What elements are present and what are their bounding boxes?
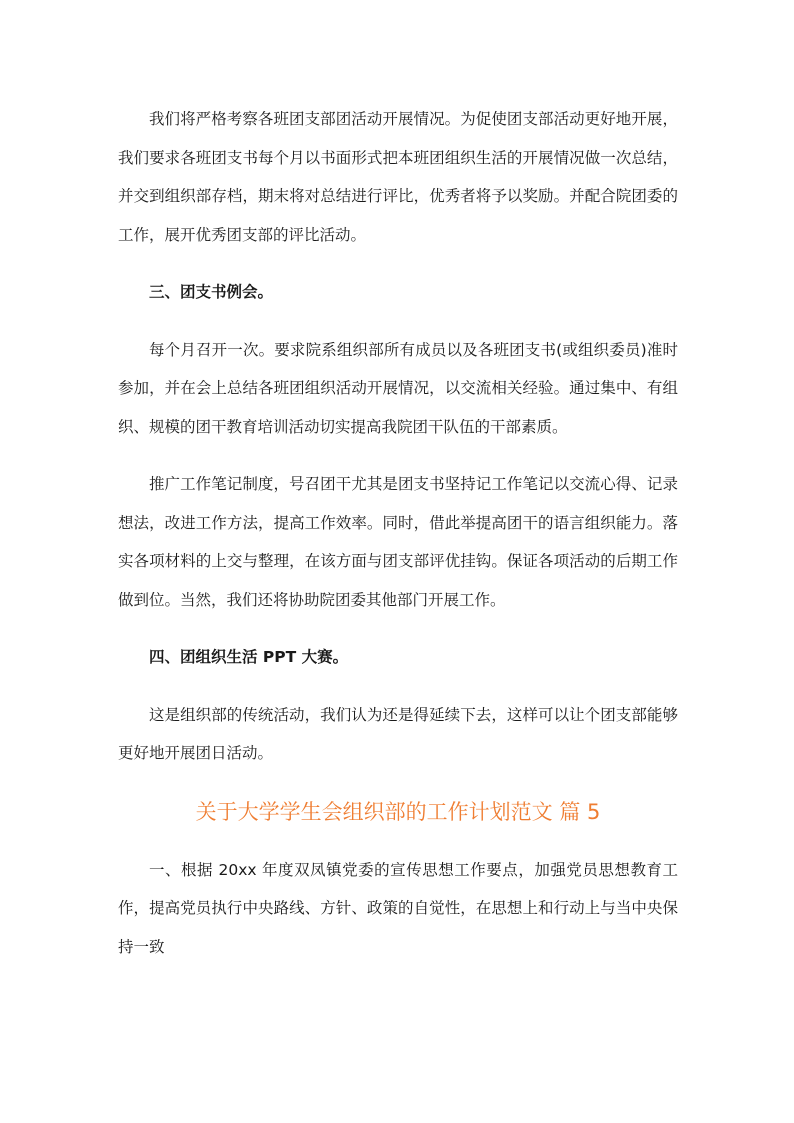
paragraph-3: 推广工作笔记制度，号召团干尤其是团支书坚持记工作笔记以交流心得、记录想法，改进工作方法，提高工作效率。同时，借此举提高团干的语言组织能力。落实各项材料的上交与整理，在该方面与团支部评优挂钩。保证各项活动的后期工作做到位。当然，我们还将协助院团委其他部门开展工作。 [118,475,678,609]
article-title: 关于大学学生会组织部的工作计划范文 篇 5 [195,799,601,824]
paragraph-5: 一、根据 20xx 年度双凤镇党委的宣传思想工作要点，加强党员思想教育工作，提高党员执行中央路线、方针、政策的自觉性，在思想上和行动上与当中央保持一致 [118,860,678,956]
paragraph-gap [118,773,678,792]
paragraph-2: 每个月召开一次。要求院系组织部所有成员以及各班团支书(或组织委员)准时参加，并在会上总结各班团组织活动开展情况，以交流相关经验。通过集中、有组织、规模的团干教育培训活动切实提高我院团干队伍的干部素质。 [118,340,678,436]
paragraph-4: 这是组织部的传统活动，我们认为还是得延续下去，这样可以让个团支部能够更好地开展团日活动。 [118,705,678,762]
section-heading-3: 三、团支书例会。 [149,283,274,301]
document-page [118,100,678,966]
paragraph-gap [118,619,678,638]
paragraph-gap [118,312,678,331]
paragraph-gap [118,832,678,851]
paragraph-1: 我们将严格考察各班团支部团活动开展情况。为促使团支部活动更好地开展，我们要求各班团支书每个月以书面形式把本班团组织生活的开展情况做一次总结，并交到组织部存档，期末将对总结进行评比，优秀者将予以奖励。并配合院团委的工作，展开优秀团支部的评比活动。 [118,110,678,244]
section-heading-4: 四、团组织生活 PPT 大赛。 [149,648,349,666]
paragraph-gap [118,677,678,696]
paragraph-gap [118,254,678,273]
paragraph-gap [118,446,678,465]
